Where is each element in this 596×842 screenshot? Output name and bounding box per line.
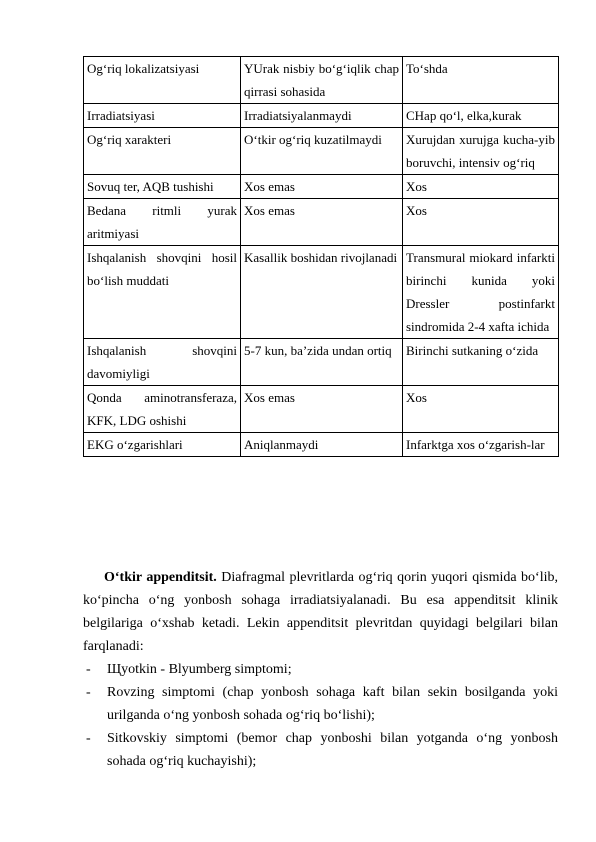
list-marker: - — [86, 685, 91, 700]
table-row — [84, 386, 559, 433]
comparison-table — [83, 56, 559, 457]
table-cell: EKG o‘zgarishlari — [84, 433, 241, 457]
table-row — [84, 57, 559, 104]
paragraph — [83, 566, 558, 658]
list-item — [83, 658, 558, 681]
table-cell: Sovuq ter, AQB tushishi — [84, 175, 241, 199]
table-row — [84, 128, 559, 175]
paragraph-body: Diafragmal plevritlarda og‘riq qorin yuqori qismida bo‘lib, ko‘pincha o‘ng yonbosh sohaga irradiatsiyalanadi. Bu esa appenditsit klinik belgilariga o‘xshab ketadi. Lekin appenditsit plevritdan quyidagi belgilari bilan farqlanadi: — [83, 570, 558, 654]
table-cell: Xos emas — [241, 386, 403, 433]
table-cell: Xos — [403, 175, 559, 199]
table-cell: Qonda aminotransferaza, KFK, LDG oshishi — [84, 386, 241, 433]
table-cell: Xurujdan xurujga kucha-yib boruvchi, intensiv og‘riq — [403, 128, 559, 175]
table-cell: Irradiatsiyasi — [84, 104, 241, 128]
table-cell: Xos — [403, 199, 559, 246]
table-cell: Infarktga xos o‘zgarish-lar — [403, 433, 559, 457]
table-cell: 5-7 kun, ba’zida undan ortiq — [241, 339, 403, 386]
body-text — [83, 566, 558, 773]
list-marker: - — [86, 662, 91, 677]
list-item-text: Щyotkin - Blyumberg simptomi; — [107, 662, 292, 677]
list-marker: - — [86, 731, 91, 746]
table-cell: To‘shda — [403, 57, 559, 104]
list-item — [83, 727, 558, 773]
list-item — [83, 681, 558, 727]
table-row — [84, 175, 559, 199]
table-row — [84, 339, 559, 386]
symptom-list — [83, 658, 558, 773]
table-cell: Xos emas — [241, 175, 403, 199]
table-cell: Ishqalanish shovqini davomiyligi — [84, 339, 241, 386]
table-cell: Transmural miokard infarkti birinchi kunida yoki Dressler postinfarkt sindromida 2-4 xafta ichida — [403, 246, 559, 339]
table-cell: Bedana ritmli yurak aritmiyasi — [84, 199, 241, 246]
table-row — [84, 104, 559, 128]
paragraph-heading: O‘tkir appenditsit. — [104, 570, 217, 585]
table-cell: Ishqalanish shovqini hosil bo‘lish muddati — [84, 246, 241, 339]
table-cell: Irradiatsiyalanmaydi — [241, 104, 403, 128]
list-item-text: Rovzing simptomi (chap yonbosh sohaga kaft bilan sekin bosilganda yoki urilganda o‘ng yonbosh sohada og‘riq bo‘lishi); — [107, 685, 558, 723]
table-cell: Xos — [403, 386, 559, 433]
table-cell: Birinchi sutkaning o‘zida — [403, 339, 559, 386]
table-row — [84, 246, 559, 339]
table-cell: Og‘riq lokalizatsiyasi — [84, 57, 241, 104]
table-row — [84, 199, 559, 246]
list-item-text: Sitkovskiy simptomi (bemor chap yonboshi bilan yotganda o‘ng yonbosh sohada og‘riq kuchayishi); — [107, 731, 558, 769]
table-cell: Xos emas — [241, 199, 403, 246]
table-cell: O‘tkir og‘riq kuzatilmaydi — [241, 128, 403, 175]
table-cell: Aniqlanmaydi — [241, 433, 403, 457]
table-cell: Kasallik boshidan rivojlanadi — [241, 246, 403, 339]
table-cell: Og‘riq xarakteri — [84, 128, 241, 175]
table-cell: YUrak nisbiy bo‘g‘iqlik chap qirrasi sohasida — [241, 57, 403, 104]
table-cell: CHap qo‘l, elka,kurak — [403, 104, 559, 128]
table-row — [84, 433, 559, 457]
